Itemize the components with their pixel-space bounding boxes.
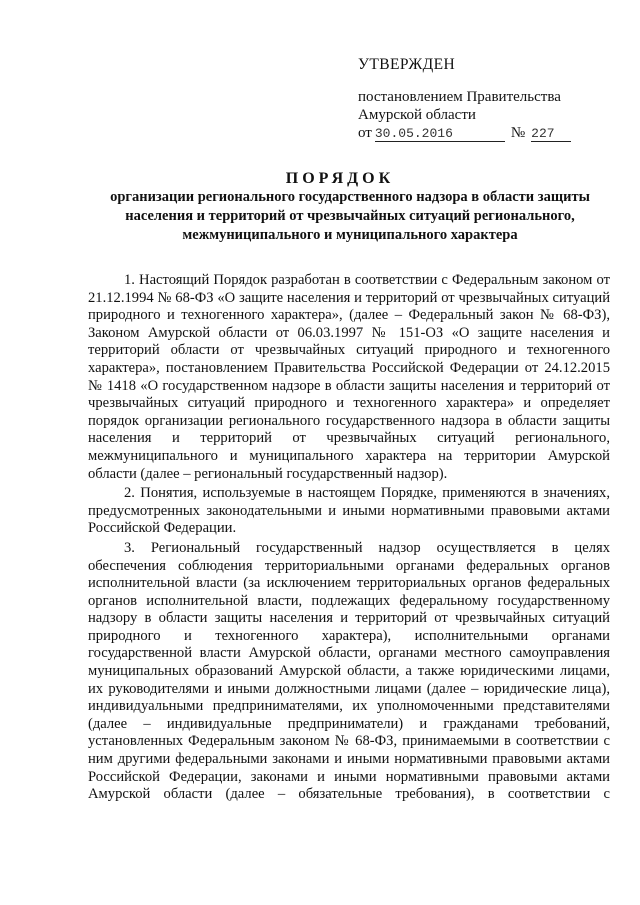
approval-date-line (358, 124, 618, 142)
paragraph-3: 3. Региональный государственный надзор осуществляется в целях обеспечения соблюдения территориальными органами федеральных органов исполнительной власти (за исключением территориальных органов федеральных органов исполнительной власти, подлежащих федеральному государственному надзору в области защиты населения и территорий от чрезвычайных ситуаций природного и техногенного характера), исполнительными органами государственной власти Амурской области, органами местного самоуправления муниципальных образований Амурской области, а также юридическими лицами, их руководителями и иными должностными лицами (далее – юридические лица), индивидуальными предпринимателями, их уполномоченными представителями (далее – индивидуальные предприниматели) и гражданами требований, установленных Федеральным законом № 68-ФЗ, принимаемыми в соответствии с ним другими федеральными законами и иными нормативными правовыми актами Российской Федерации, законами и иными нормативными правовыми актами Амурской области (далее – обязательные требования), в соответствии с (88, 539, 610, 803)
paragraph-2: 2. Понятия, используемые в настоящем Порядке, применяются в значениях, предусмотренных законодательными и иными нормативными правовыми актами Российской Федерации. (88, 485, 610, 537)
document-body (88, 272, 610, 804)
approval-heading: УТВЕРЖДЕН (358, 56, 456, 73)
document-title: ПОРЯДОК (285, 170, 395, 187)
paragraph-1: 1. Настоящий Порядок разработан в соответствии с Федеральным законом от 21.12.1994 № 68-ФЗ «О защите населения и территорий от чрезвычайных ситуаций природного и техногенного характера», (далее – Федеральный закон № 68-ФЗ), Законом Амурской области от 06.03.1997 № 151-ОЗ «О защите населения и территорий области от чрезвычайных ситуаций природного и техногенного характера», постановлением Правительства Российской Федерации от 24.12.2015 № 1418 «О государственном надзоре в области защиты населения и территорий от чрезвычайных ситуаций природного и техногенного характера» и определяет порядок организации регионального государственного надзора в области защиты населения и территорий от чрезвычайных ситуаций регионального, межмуниципального и муниципального характера на территории Амурской области (далее – региональный государственный надзор). (88, 272, 610, 482)
approval-block (358, 56, 618, 142)
approval-date: 30.05.2016 (375, 127, 505, 142)
document-subtitle: организации регионального государственного надзора в области защиты населения и территорий от чрезвычайных ситуаций регионального, межмуниципального и муниципального характера (110, 189, 590, 243)
approval-line-region: Амурской области (358, 107, 476, 123)
approval-from-label: от (358, 125, 372, 141)
approval-number: 227 (531, 127, 571, 142)
approval-number-sign: № (510, 125, 526, 141)
approval-line-resolution: постановлением Правительства (358, 89, 561, 105)
